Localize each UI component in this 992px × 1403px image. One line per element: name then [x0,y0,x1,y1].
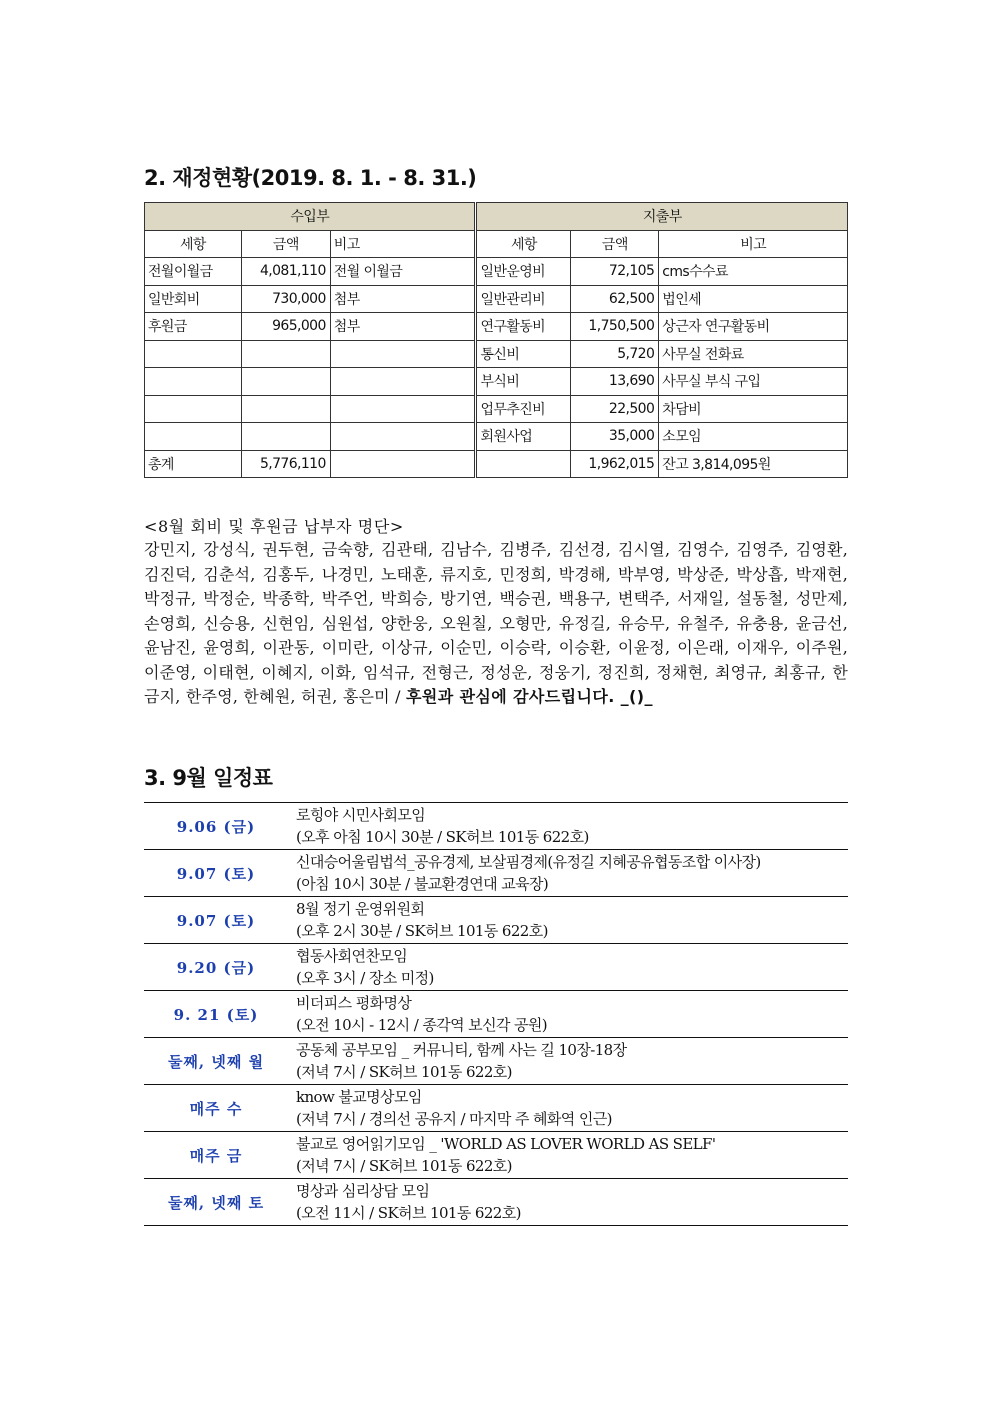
schedule-description [288,992,547,1036]
table-cell: 일반관리비 [476,285,571,313]
table-cell [330,450,476,478]
schedule-table [144,802,848,1226]
table-cell [241,368,330,396]
table-cell: 1,962,015 [571,450,659,478]
column-header: 비고 [659,230,848,258]
expense-header: 지출부 [476,203,848,231]
schedule-event: 명상과 심리상담 모임 [296,1182,430,1200]
schedule-event: 비더피스 평화명상 [296,994,412,1012]
table-cell: 법인세 [659,285,848,313]
schedule-event: 로힝야 시민사회모임 [296,806,426,824]
schedule-event: 협동사회연찬모임 [296,947,408,965]
schedule-description [288,898,548,942]
schedule-time-place: (저녁 7시 / SK허브 101동 622호) [296,1157,512,1175]
table-cell: 연구활동비 [476,313,571,341]
schedule-row [144,803,848,850]
table-cell [330,340,476,368]
schedule-row [144,991,848,1038]
table-cell [330,368,476,396]
table-cell: 차담비 [659,395,848,423]
table-cell: 730,000 [241,285,330,313]
table-cell: 상근자 연구활동비 [659,313,848,341]
table-cell [145,368,242,396]
schedule-description [288,804,589,848]
table-cell: 사무실 부식 구입 [659,368,848,396]
table-row [145,258,848,286]
table-row [145,313,848,341]
finance-section-title: 2. 재정현황(2019. 8. 1. - 8. 31.) [144,166,477,190]
schedule-row [144,944,848,991]
finance-table [144,202,848,478]
table-cell [145,395,242,423]
table-row [145,285,848,313]
schedule-date: 9.07 (토) [176,911,256,930]
table-cell: 22,500 [571,395,659,423]
table-row [145,423,848,451]
schedule-date: 매주 금 [189,1146,243,1165]
table-cell [241,423,330,451]
table-cell: 후원금 [145,313,242,341]
table-cell: 첨부 [330,285,476,313]
schedule-event: 공동체 공부모임 _ 커뮤니티, 함께 사는 길 10장-18장 [296,1041,627,1059]
table-row [145,340,848,368]
schedule-time-place: (오전 11시 / SK허브 101동 622호) [296,1204,521,1222]
schedule-time-place: (오후 아침 10시 30분 / SK허브 101동 622호) [296,828,589,846]
table-cell [241,340,330,368]
schedule-event: 신대승어울림법석_공유경제, 보살핌경제(유정길 지혜공유협동조합 이사장) [296,853,761,871]
schedule-event: 8월 정기 운영위원회 [296,900,425,918]
schedule-description [288,851,761,895]
table-cell: 5,720 [571,340,659,368]
schedule-date: 9. 21 (토) [173,1005,259,1024]
table-cell: 5,776,110 [241,450,330,478]
schedule-time-place: (아침 10시 30분 / 불교환경연대 교육장) [296,875,549,893]
schedule-section-title: 3. 9월 일정표 [144,766,273,790]
schedule-row [144,1179,848,1226]
table-cell: 업무추진비 [476,395,571,423]
schedule-time-place: (오전 10시 - 12시 / 종각역 보신각 공원) [296,1016,548,1034]
table-cell: 72,105 [571,258,659,286]
table-cell [145,340,242,368]
table-cell [330,395,476,423]
table-cell [476,450,571,478]
schedule-event: 불교로 영어읽기모임 _ 'WORLD AS LOVER WORLD AS SELF' [296,1135,716,1153]
table-cell: 4,081,110 [241,258,330,286]
table-row [145,368,848,396]
income-header: 수입부 [145,203,476,231]
table-row [145,450,848,478]
table-cell: 전월이월금 [145,258,242,286]
donor-names: 강민지, 강성식, 권두현, 금숙향, 김관태, 김남수, 김병주, 김선경, 김시열, 김영수, 김영주, 김영환, 김진덕, 김춘석, 김홍두, 나경민, 노태훈, 류지호, 민정희, 박경해, 박부영, 박상준, 박상흡, 박재현, 박정규, 박정순, 박종학, 박주언, 박희승, 방기연, 백승권, 백용구, 변택주, 서재일, 설동철, 성만제, 손영희, 신승용, 신현임, 심원섭, 양한웅, 오원칠, 오형만, 유정길, 유승무, 유철주, 유충용, 윤금선, 윤남진, 윤영희, 이관동, 이미란, 이상규, 이순민, 이승락, 이승환, 이윤정, 이은래, 이재우, 이주원, 이준영, 이태현, 이혜지, 이화, 임석규, 전형근, 정성운, 정웅기, 정진희, 정채현, 최영규, 최홍규, 한금지, 한주영, 한혜원, 허권, 홍은미 / [144,540,848,706]
column-header: 세항 [476,230,571,258]
schedule-row [144,1038,848,1085]
schedule-description [288,1133,715,1177]
column-header: 세항 [145,230,242,258]
schedule-row [144,1132,848,1179]
schedule-time-place: (저녁 7시 / 경의선 공유지 / 마지막 주 혜화역 인근) [296,1110,612,1128]
table-cell: 소모임 [659,423,848,451]
schedule-time-place: (저녁 7시 / SK허브 101동 622호) [296,1063,512,1081]
table-cell: 1,750,500 [571,313,659,341]
table-cell: 부식비 [476,368,571,396]
table-cell: 62,500 [571,285,659,313]
schedule-date: 매주 수 [189,1099,243,1118]
schedule-time-place: (오후 3시 / 장소 미정) [296,969,434,987]
table-cell: 첨부 [330,313,476,341]
table-cell: 일반운영비 [476,258,571,286]
table-cell: 회원사업 [476,423,571,451]
thanks-message: 후원과 관심에 감사드립니다. _()_ [405,687,653,706]
schedule-row [144,1085,848,1132]
schedule-date: 둘째, 넷째 토 [167,1193,265,1212]
schedule-description [288,945,434,989]
table-cell: 통신비 [476,340,571,368]
table-cell: 사무실 전화료 [659,340,848,368]
column-header: 금액 [571,230,659,258]
schedule-date: 9.06 (금) [176,817,256,836]
table-cell [145,423,242,451]
table-cell [241,395,330,423]
schedule-event: know 불교명상모임 [296,1088,422,1106]
table-cell [330,423,476,451]
schedule-date: 9.07 (토) [176,864,256,883]
table-cell: 13,690 [571,368,659,396]
table-cell: 전월 이월금 [330,258,476,286]
column-header: 비고 [330,230,476,258]
table-cell: 965,000 [241,313,330,341]
table-cell: 총계 [145,450,242,478]
schedule-date: 둘째, 넷째 월 [167,1052,265,1071]
donor-list-title: <8월 회비 및 후원금 납부자 명단> [144,517,404,536]
schedule-date: 9.20 (금) [176,958,256,977]
schedule-description [288,1086,612,1130]
table-cell: 잔고 3,814,095원 [659,450,848,478]
column-header: 금액 [241,230,330,258]
donor-list [144,538,848,710]
table-row [145,395,848,423]
schedule-description [288,1180,521,1224]
table-cell: cms수수료 [659,258,848,286]
schedule-description [288,1039,627,1083]
table-cell: 35,000 [571,423,659,451]
schedule-row [144,850,848,897]
schedule-time-place: (오후 2시 30분 / SK허브 101동 622호) [296,922,548,940]
schedule-row [144,897,848,944]
table-cell: 일반회비 [145,285,242,313]
